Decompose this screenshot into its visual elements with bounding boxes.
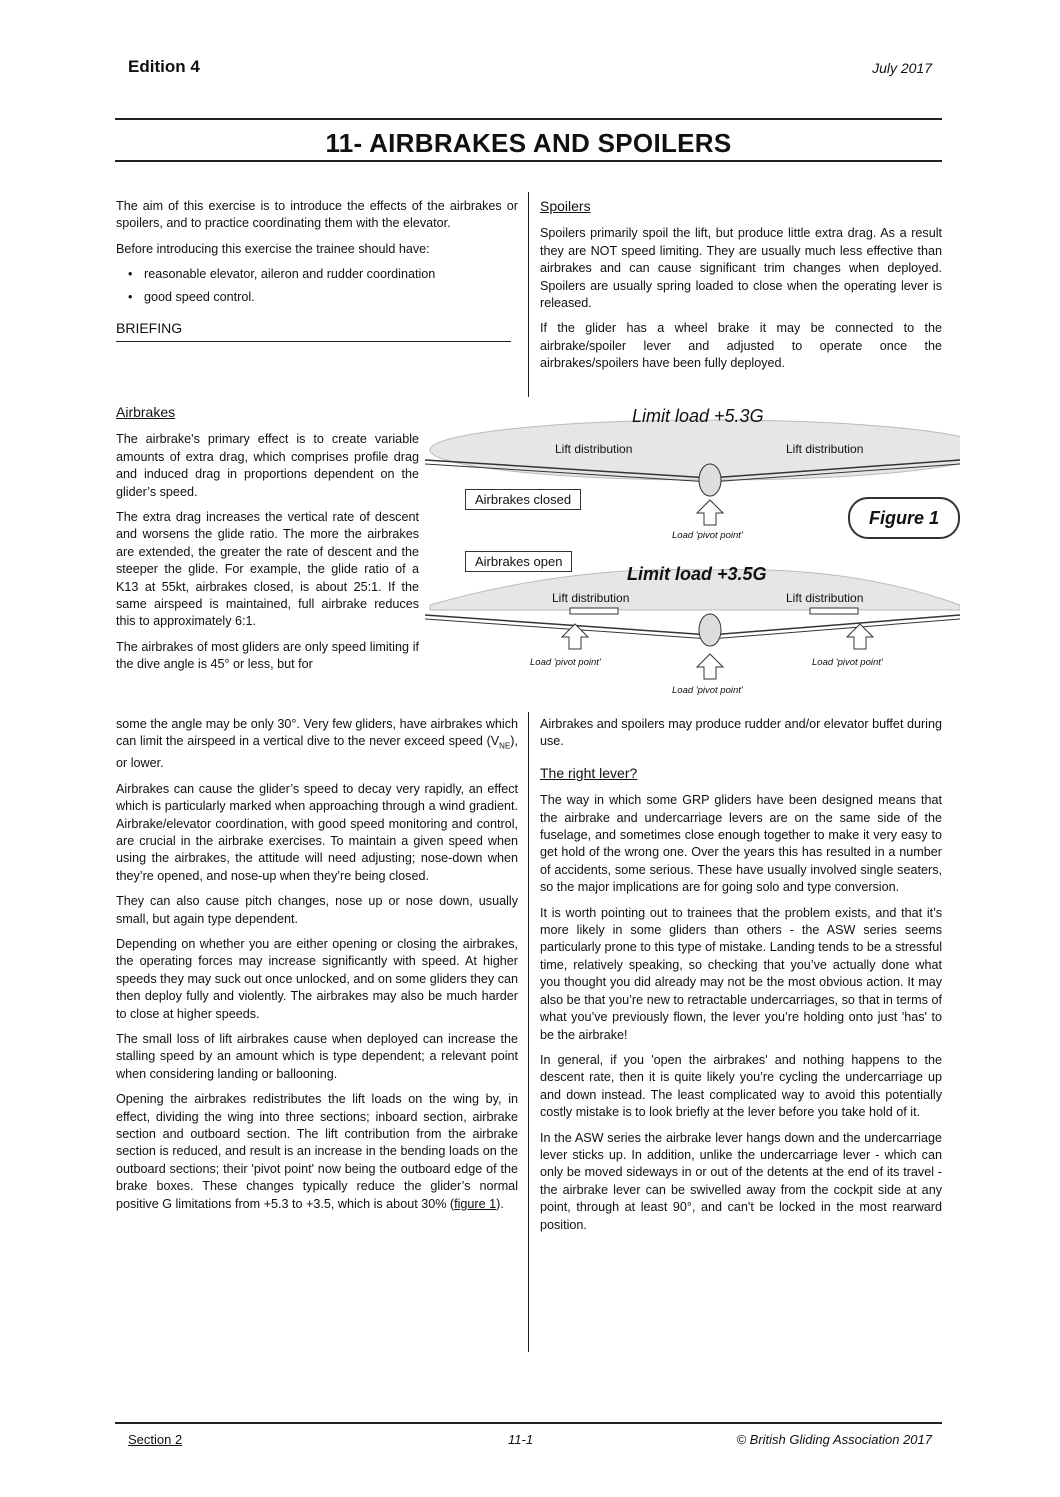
primary-effect-paragraph: The airbrake's primary effect is to create variable amounts of extra drag, which comprises profile drag and induced drag in proportions dependent on the glider’s speed. (116, 432, 419, 499)
redistribute-paragraph: Opening the airbrakes redistributes the lift loads on the wing by, in effect, dividing the wing into three sections; inboard section, airbrake section and outboard section. The lift contribution from the airbrake section is reduced, and result is an increase in the bending loads on the outboard sections; their 'pivot point' now being the outboard edge of the brake boxes. These changes typically reduce the glider’s normal positive G limitations from +5.3 to +3.5, which is about 30% (figure 1). (116, 1092, 518, 1211)
buffet-paragraph: Airbrakes and spoilers may produce rudder and/or elevator buffet during use. (540, 717, 942, 749)
limit-load-bottom: Limit load +3.5G (627, 564, 767, 584)
footer-page-number: 11-1 (508, 1432, 534, 1447)
grp-paragraph: The way in which some GRP gliders have been designed means that the airbrake and undercarriage levers are on the same side of the fuselage, and sometimes close enough together to make it very easy to get hold of the wrong one. Over the years this has resulted in a number of accidents, some serious. These have usually involved single seaters, so the major implications are for going solo and type conversion. (540, 793, 942, 895)
footer-copyright: © British Gliding Association 2017 (736, 1432, 932, 1447)
airbrakes-closed-label: Airbrakes closed (465, 489, 581, 510)
title-bottom-rule (115, 160, 942, 162)
spoilers-paragraph: Spoilers primarily spoil the lift, but produce little extra drag. As a result they are NOT speed limiting. They are usually much less effective than airbrakes and can cause significant trim changes when deployed. Spoilers are usually spring loaded to close when the operating lever is released. (540, 226, 942, 311)
pivot-arrow-center (697, 654, 723, 679)
airbrake-box-left (570, 608, 618, 614)
pivot-arrow-left (562, 624, 588, 649)
prerequisite-list (116, 266, 518, 306)
right-column-upper (540, 198, 942, 381)
page-title: 11- AIRBRAKES AND SPOILERS (325, 128, 732, 158)
pivot-point-label: Load 'pivot point' (672, 685, 743, 696)
figure-1-diagram (420, 400, 960, 705)
general-paragraph: In general, if you 'open the airbrakes' and nothing happens to the descent rate, then it is quite likely you’re cycling the undercarriage up and down instead. The least complicated way to avoid this potentially costly mistake is to look briefly at the lever before you take hold of it. (540, 1052, 942, 1120)
lift-distribution-label: Lift distribution (786, 591, 864, 605)
airbrakes-heading: Airbrakes (116, 404, 176, 420)
prerequisite-intro: Before introducing this exercise the trainee should have: (116, 241, 430, 256)
left-column-upper (116, 198, 518, 342)
bullet-icon: • (128, 289, 133, 304)
airbrakes-open-label: Airbrakes open (465, 551, 572, 572)
briefing-heading: BRIEFING (116, 320, 511, 342)
column-divider-top (528, 192, 529, 397)
pitch-paragraph: They can also cause pitch changes, nose up or nose down, usually small, but again type dependent. (116, 894, 518, 926)
airbrake-box-right (810, 608, 858, 614)
speed-limiting-paragraph-end: some the angle may be only 30°. Very few gliders, have airbrakes which can limit the airspeed in a vertical dive to the never exceed speed $(V_{NE})$, or lower. (116, 717, 518, 771)
wheel-brake-paragraph: If the glider has a wheel brake it may be connected to the airbrake/spoiler lever and adjusted to operate once the airbrakes/spoilers have been fully deployed. (540, 321, 942, 371)
edition-label: Edition 4 (128, 57, 200, 76)
right-lever-heading: The right lever? (540, 764, 638, 781)
limit-load-top: Limit load +5.3G (632, 406, 764, 426)
speed-decay-paragraph: Airbrakes can cause the glider’s speed to decay very rapidly, an effect which is particularly marked when approaching through a wind gradient. Airbrake/elevator coordination, with good speed monitoring and control, are crucial in the airbrake exercises. To maintain a given speed when using the airbrakes, the attitude will need adjusting; nose-down when they’re opened, and nose-up when they’re being closed. (116, 781, 518, 883)
figure-1-label: Figure 1 (848, 497, 960, 539)
left-column-narrow (116, 404, 419, 674)
lift-distribution-label: Lift distribution (786, 442, 864, 456)
list-item: • good speed control. (144, 289, 518, 306)
spoilers-heading: Spoilers (540, 198, 591, 214)
asw-paragraph: In the ASW series the airbrake lever hangs down and the undercarriage lever sticks up. In addition, unlike the undercarriage lever - which can only be moved sideways in or out of the detents at the end of its travel - the airbrake lever can be swivelled away from the cockpit side at any point, through at least 90°, and can't be locked in the most rearward position. (540, 1130, 942, 1232)
column-divider-bottom (528, 712, 529, 1352)
bullet-icon: • (128, 267, 133, 282)
footer-rule (115, 1422, 942, 1424)
stall-paragraph: The small loss of lift airbrakes cause when deployed can increase the stalling speed by an amount which is type dependent; a relevant point when considering landing or ballooning. (116, 1032, 518, 1081)
speed-limiting-paragraph-start: The airbrakes of most gliders are only speed limiting if the dive angle is 45° or less, but for (116, 639, 419, 672)
pivot-point-label: Load 'pivot point' (672, 530, 743, 541)
extra-drag-paragraph: The extra drag increases the vertical rate of descent and worsens the glide ratio. The more the airbrakes are extended, the greater the rate of descent and the steeper the glide. For example, the glide ratio of a K13 at 55kt, airbrakes closed, is about 25:1. If the same airspeed is maintained, full airbrake reduces this to approximately 6:1. (116, 510, 419, 629)
footer-section: Section 2 (128, 1432, 183, 1447)
figure-1-link[interactable]: figure 1 (454, 1196, 497, 1211)
lift-distribution-label: Lift distribution (555, 442, 633, 456)
pivot-point-label: Load 'pivot point' (530, 657, 601, 668)
worth-paragraph: It is worth pointing out to trainees that the problem exists, and that it’s more likely in some gliders than others - the ASW series seems particularly prone to this type of mistake. Landing tends to be a stressful time, relatively speaking, so checking that you’ve actually done what you thought you did already may not be the most obvious action. It may also be that you’re new to retractable undercarriages, so that in terms of what you’ve previously flown, the lever you’re holding onto just 'has' to be the airbrake! (540, 905, 942, 1042)
fuselage-bottom (699, 614, 721, 646)
pivot-point-label: Load 'pivot point' (812, 657, 883, 668)
title-top-rule (115, 118, 942, 120)
lift-distribution-label: Lift distribution (552, 591, 630, 605)
intro-paragraph: The aim of this exercise is to introduce the effects of the airbrakes or spoilers, and to practice coordinating them with the elevator. (116, 199, 518, 231)
lift-envelope-top (430, 420, 960, 480)
operating-forces-paragraph: Depending on whether you are either opening or closing the airbrakes, the operating forces may increase significantly with speed. At higher speeds they may suck out once unlocked, and on some gliders they can then deploy fully and violently. The airbrakes may also be much harder to close at higher speeds. (116, 936, 518, 1021)
fuselage-top (699, 464, 721, 496)
date-label: July 2017 (872, 60, 932, 76)
right-column-lower (540, 716, 942, 1242)
left-column-lower (116, 716, 518, 1221)
pivot-arrow-top (697, 500, 723, 525)
list-item: • reasonable elevator, aileron and rudder coordination (144, 266, 518, 283)
